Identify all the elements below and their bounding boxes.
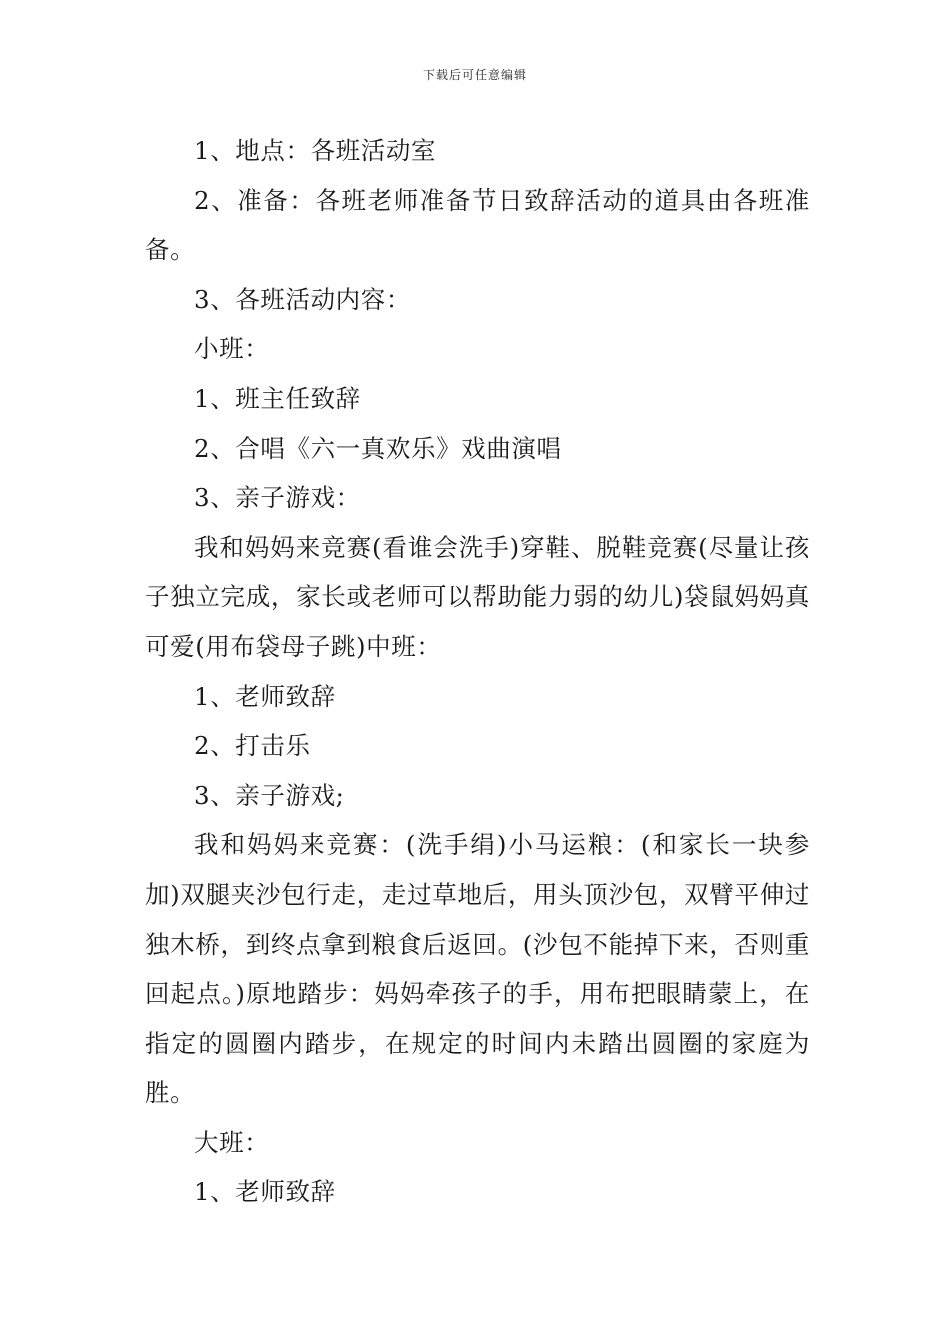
paragraph-small-class-item-1: 1、班主任致辞 xyxy=(194,383,361,413)
paragraph-middle-class-item-2: 2、打击乐 xyxy=(194,731,311,761)
paragraph-middle-class-games: 我和妈妈来竞赛：(洗手绢)小马运粮：(和家长一块参加)双腿夹沙包行走，走过草地后，用头顶沙包，双臂平伸过独木桥，到终点拿到粮食后返回。(沙包不能掉下来，否则重回起点。)原地踏步：妈妈牵孩子的手，用布把眼睛蒙上，在指定的圆圈内踏步，在规定的时间内未踏出圆圈的家庭为胜。 xyxy=(145,830,810,1108)
paragraph-large-class-item-1: 1、老师致辞 xyxy=(194,1177,336,1207)
paragraph-small-class-item-2: 2、合唱《六一真欢乐》戏曲演唱 xyxy=(194,433,562,463)
paragraph-small-class-item-3: 3、亲子游戏： xyxy=(194,483,361,513)
paragraph-preparation: 2、准备：各班老师准备节日致辞活动的道具由各班准备。 xyxy=(145,185,810,265)
paragraph-small-class-games: 我和妈妈来竞赛(看谁会洗手)穿鞋、脱鞋竞赛(尽量让孩子独立完成，家长或老师可以帮助能力弱的幼儿)袋鼠妈妈真可爱(用布袋母子跳)中班： xyxy=(145,532,810,661)
paragraph-middle-class-item-3: 3、亲子游戏; xyxy=(194,780,345,810)
document-body xyxy=(145,126,810,1217)
paragraph-location: 1、地点：各班活动室 xyxy=(194,136,437,165)
paragraph-middle-class-item-1: 1、老师致辞 xyxy=(194,681,336,711)
paragraph-activities-heading: 3、各班活动内容： xyxy=(194,284,411,314)
paragraph-small-class-heading: 小班： xyxy=(194,334,270,364)
paragraph-large-class-heading: 大班： xyxy=(194,1127,270,1157)
page-header: 下载后可任意编辑 xyxy=(422,68,527,82)
